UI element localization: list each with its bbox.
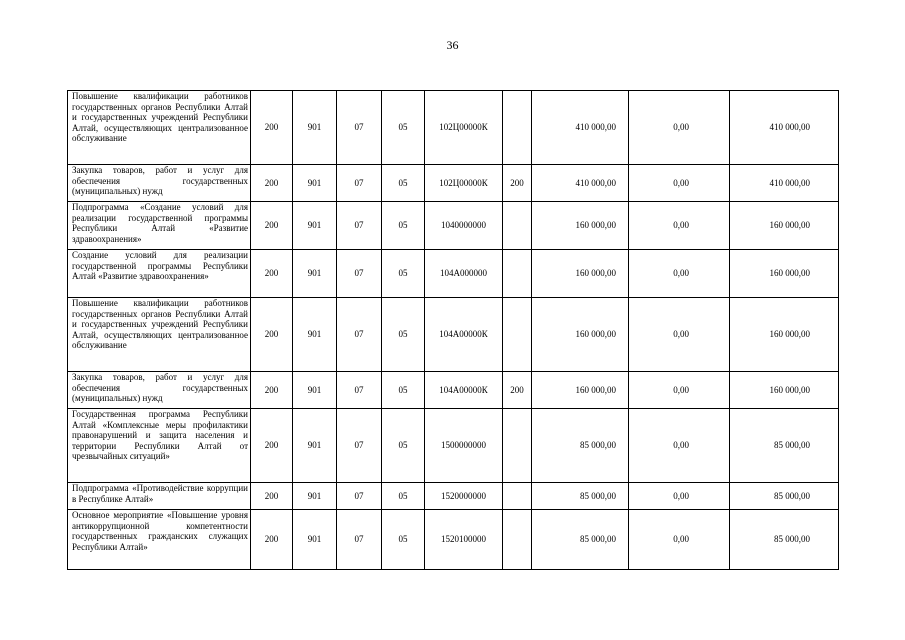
row-amount1: 85 000,00: [532, 483, 629, 510]
row-name: Основное мероприятие «Повышение уровня антикоррупционной компетентности государственных гражданских служащих Республики Алтай»: [68, 510, 251, 570]
budget-table: [67, 90, 839, 570]
row-amount2: 0,00: [629, 409, 730, 483]
row-subsection: 05: [382, 250, 425, 298]
row-subsection: 05: [382, 91, 425, 165]
row-amount1: 410 000,00: [532, 91, 629, 165]
row-amount3: 85 000,00: [730, 510, 839, 570]
row-amount2: 0,00: [629, 510, 730, 570]
row-ministry: 200: [251, 165, 293, 202]
row-section: 07: [337, 202, 382, 250]
row-code: 901: [293, 202, 337, 250]
row-ministry: 200: [251, 202, 293, 250]
table-row: [68, 510, 839, 570]
row-amount2: 0,00: [629, 483, 730, 510]
row-subsection: 05: [382, 165, 425, 202]
row-code: 901: [293, 483, 337, 510]
row-section: 07: [337, 510, 382, 570]
row-target: 1520100000: [425, 510, 503, 570]
row-code: 901: [293, 510, 337, 570]
row-amount3: 410 000,00: [730, 91, 839, 165]
row-amount2: 0,00: [629, 202, 730, 250]
row-amount2: 0,00: [629, 298, 730, 372]
row-target: 1040000000: [425, 202, 503, 250]
row-vr: [503, 409, 532, 483]
row-ministry: 200: [251, 298, 293, 372]
row-target: 102Ц00000К: [425, 91, 503, 165]
row-amount1: 160 000,00: [532, 202, 629, 250]
row-name: Государственная программа Республики Алтай «Комплексные меры профилактики правонарушений и защита населения и территории Республики Алтай от чрезвычайных ситуаций»: [68, 409, 251, 483]
row-ministry: 200: [251, 372, 293, 409]
row-section: 07: [337, 372, 382, 409]
row-ministry: 200: [251, 510, 293, 570]
row-amount1: 160 000,00: [532, 298, 629, 372]
row-vr: [503, 202, 532, 250]
table-row: [68, 483, 839, 510]
row-subsection: 05: [382, 409, 425, 483]
row-amount1: 85 000,00: [532, 510, 629, 570]
row-amount3: 85 000,00: [730, 409, 839, 483]
row-code: 901: [293, 372, 337, 409]
row-vr: [503, 298, 532, 372]
row-section: 07: [337, 409, 382, 483]
row-ministry: 200: [251, 91, 293, 165]
table-row: [68, 298, 839, 372]
row-code: 901: [293, 409, 337, 483]
row-amount2: 0,00: [629, 91, 730, 165]
row-target: 1520000000: [425, 483, 503, 510]
row-vr: [503, 91, 532, 165]
row-subsection: 05: [382, 510, 425, 570]
row-ministry: 200: [251, 409, 293, 483]
table-row: [68, 409, 839, 483]
row-ministry: 200: [251, 483, 293, 510]
row-amount2: 0,00: [629, 165, 730, 202]
row-amount1: 160 000,00: [532, 250, 629, 298]
row-amount1: 160 000,00: [532, 372, 629, 409]
row-code: 901: [293, 91, 337, 165]
row-name: Подпрограмма «Противодействие коррупции в Республике Алтай»: [68, 483, 251, 510]
row-section: 07: [337, 165, 382, 202]
row-target: 102Ц00000К: [425, 165, 503, 202]
row-subsection: 05: [382, 372, 425, 409]
row-name: Повышение квалификации работников государственных органов Республики Алтай и государственных учреждений Республики Алтай, осуществляющих централизованное обслуживание: [68, 91, 251, 165]
row-subsection: 05: [382, 483, 425, 510]
row-target: 104А00000К: [425, 298, 503, 372]
row-ministry: 200: [251, 250, 293, 298]
row-amount3: 160 000,00: [730, 372, 839, 409]
table-body: [68, 91, 839, 570]
row-name: Закупка товаров, работ и услуг для обеспечения государственных (муниципальных) нужд: [68, 165, 251, 202]
row-name: Повышение квалификации работников государственных органов Республики Алтай и государственных учреждений Республики Алтай, осуществляющих централизованное обслуживание: [68, 298, 251, 372]
row-vr: [503, 250, 532, 298]
row-amount3: 160 000,00: [730, 202, 839, 250]
row-section: 07: [337, 483, 382, 510]
row-code: 901: [293, 298, 337, 372]
row-section: 07: [337, 250, 382, 298]
row-amount1: 410 000,00: [532, 165, 629, 202]
row-amount3: 160 000,00: [730, 298, 839, 372]
row-amount3: 410 000,00: [730, 165, 839, 202]
row-target: 104А00000К: [425, 372, 503, 409]
row-name: Подпрограмма «Создание условий для реализации государственной программы Республики Алтай «Развитие здравоохранения»: [68, 202, 251, 250]
row-vr: [503, 483, 532, 510]
row-target: 1500000000: [425, 409, 503, 483]
row-name: Создание условий для реализации государственной программы Республики Алтай «Развитие здравоохранения»: [68, 250, 251, 298]
row-subsection: 05: [382, 298, 425, 372]
table-row: [68, 250, 839, 298]
table-row: [68, 372, 839, 409]
row-target: 104А000000: [425, 250, 503, 298]
page-number: 36: [446, 38, 459, 52]
row-vr: 200: [503, 372, 532, 409]
row-code: 901: [293, 165, 337, 202]
row-amount2: 0,00: [629, 372, 730, 409]
row-amount3: 160 000,00: [730, 250, 839, 298]
row-name: Закупка товаров, работ и услуг для обеспечения государственных (муниципальных) нужд: [68, 372, 251, 409]
row-vr: 200: [503, 165, 532, 202]
row-subsection: 05: [382, 202, 425, 250]
row-section: 07: [337, 298, 382, 372]
row-section: 07: [337, 91, 382, 165]
row-code: 901: [293, 250, 337, 298]
row-amount1: 85 000,00: [532, 409, 629, 483]
table-row: [68, 202, 839, 250]
row-vr: [503, 510, 532, 570]
table-row: [68, 91, 839, 165]
table-row: [68, 165, 839, 202]
row-amount2: 0,00: [629, 250, 730, 298]
row-amount3: 85 000,00: [730, 483, 839, 510]
